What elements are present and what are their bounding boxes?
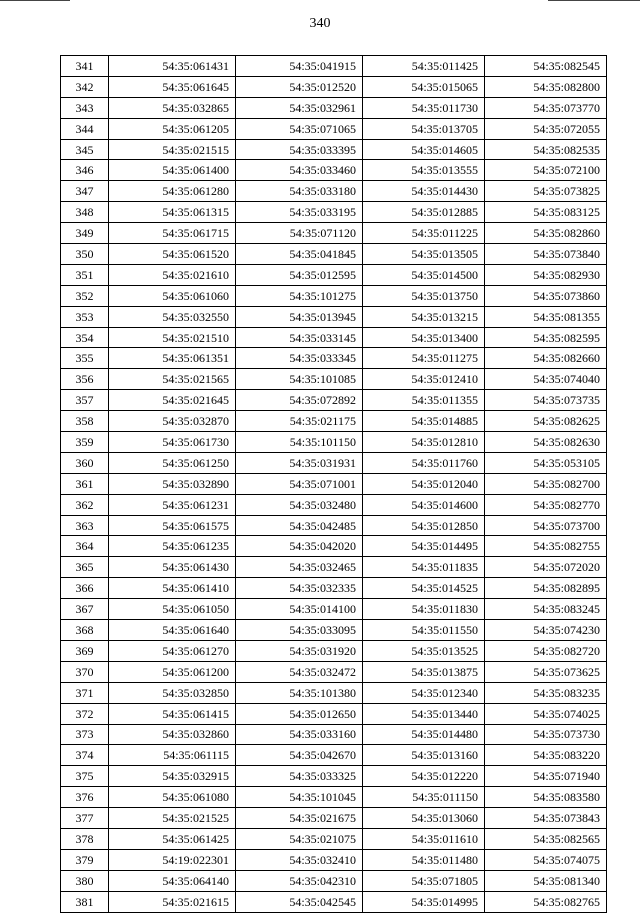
cadastral-number-cell: 54:35:013555 (363, 160, 485, 181)
cadastral-number-cell: 54:35:041845 (236, 244, 363, 265)
cadastral-number-cell: 54:35:021175 (236, 411, 363, 432)
cadastral-number-cell: 54:35:031931 (236, 452, 363, 473)
cadastral-number-cell: 54:35:061250 (109, 452, 236, 473)
table-row (61, 870, 607, 891)
cadastral-number-cell: 54:35:013705 (363, 118, 485, 139)
cadastral-number-cell: 54:35:033095 (236, 620, 363, 641)
row-number-cell: 374 (61, 745, 109, 766)
cadastral-number-cell: 54:35:061520 (109, 244, 236, 265)
cadastral-number-cell: 54:35:072100 (485, 160, 607, 181)
table-row (61, 745, 607, 766)
cadastral-number-cell: 54:35:082720 (485, 640, 607, 661)
cadastral-number-cell: 54:35:032480 (236, 494, 363, 515)
row-number-cell: 377 (61, 808, 109, 829)
cadastral-number-cell: 54:35:082895 (485, 578, 607, 599)
row-number-cell: 341 (61, 56, 109, 77)
table-row (61, 369, 607, 390)
cadastral-number-cell: 54:35:082765 (485, 891, 607, 912)
cadastral-number-cell: 54:35:042670 (236, 745, 363, 766)
cadastral-number-cell: 54:35:073625 (485, 661, 607, 682)
table-row (61, 411, 607, 432)
cadastral-number-cell: 54:35:061715 (109, 223, 236, 244)
row-number-cell: 361 (61, 473, 109, 494)
cadastral-number-cell: 54:35:082930 (485, 264, 607, 285)
cadastral-number-cell: 54:35:061575 (109, 515, 236, 536)
cadastral-number-cell: 54:35:012410 (363, 369, 485, 390)
cadastral-number-cell: 54:35:082565 (485, 828, 607, 849)
cadastral-number-cell: 54:35:073825 (485, 181, 607, 202)
cadastral-number-cell: 54:35:011760 (363, 452, 485, 473)
table-row (61, 118, 607, 139)
cadastral-number-cell: 54:35:032850 (109, 682, 236, 703)
cadastral-number-cell: 54:35:021675 (236, 808, 363, 829)
cadastral-number-cell: 54:35:073860 (485, 285, 607, 306)
cadastral-number-cell: 54:35:074025 (485, 703, 607, 724)
table-row (61, 264, 607, 285)
row-number-cell: 368 (61, 620, 109, 641)
cadastral-number-cell: 54:35:061430 (109, 557, 236, 578)
row-number-cell: 381 (61, 891, 109, 912)
cadastral-number-cell: 54:35:014605 (363, 139, 485, 160)
cadastral-number-cell: 54:35:032550 (109, 306, 236, 327)
cadastral-table (60, 55, 607, 913)
cadastral-number-cell: 54:35:012810 (363, 432, 485, 453)
row-number-cell: 362 (61, 494, 109, 515)
cadastral-number-cell: 54:35:042545 (236, 891, 363, 912)
table-row (61, 703, 607, 724)
cadastral-number-cell: 54:35:032465 (236, 557, 363, 578)
row-number-cell: 354 (61, 327, 109, 348)
cadastral-number-cell: 54:35:073700 (485, 515, 607, 536)
cadastral-number-cell: 54:35:071940 (485, 766, 607, 787)
row-number-cell: 355 (61, 348, 109, 369)
cadastral-number-cell: 54:35:011150 (363, 787, 485, 808)
cadastral-number-cell: 54:35:061270 (109, 640, 236, 661)
row-number-cell: 376 (61, 787, 109, 808)
cadastral-number-cell: 54:35:042310 (236, 870, 363, 891)
cadastral-number-cell: 54:35:083245 (485, 599, 607, 620)
table-row (61, 808, 607, 829)
row-number-cell: 359 (61, 432, 109, 453)
table-row (61, 432, 607, 453)
top-rule-left (0, 0, 70, 1)
row-number-cell: 367 (61, 599, 109, 620)
cadastral-number-cell: 54:35:083220 (485, 745, 607, 766)
table-row (61, 473, 607, 494)
cadastral-number-cell: 54:35:013945 (236, 306, 363, 327)
row-number-cell: 353 (61, 306, 109, 327)
cadastral-number-cell: 54:35:061200 (109, 661, 236, 682)
cadastral-number-cell: 54:35:011830 (363, 599, 485, 620)
cadastral-number-cell: 54:35:014525 (363, 578, 485, 599)
cadastral-number-cell: 54:35:082800 (485, 76, 607, 97)
cadastral-number-cell: 54:35:082660 (485, 348, 607, 369)
row-number-cell: 344 (61, 118, 109, 139)
cadastral-number-cell: 54:35:011730 (363, 97, 485, 118)
table-row (61, 56, 607, 77)
table-row (61, 139, 607, 160)
cadastral-number-cell: 54:35:033160 (236, 724, 363, 745)
row-number-cell: 347 (61, 181, 109, 202)
table-row (61, 452, 607, 473)
cadastral-number-cell: 54:35:021645 (109, 390, 236, 411)
cadastral-number-cell: 54:35:031920 (236, 640, 363, 661)
table-row (61, 515, 607, 536)
cadastral-number-cell: 54:35:101275 (236, 285, 363, 306)
cadastral-number-cell: 54:35:074040 (485, 369, 607, 390)
cadastral-number-cell: 54:35:071001 (236, 473, 363, 494)
cadastral-number-cell: 54:35:033325 (236, 766, 363, 787)
table-row (61, 828, 607, 849)
cadastral-number-cell: 54:35:101380 (236, 682, 363, 703)
cadastral-number-cell: 54:35:011835 (363, 557, 485, 578)
cadastral-number-cell: 54:35:033180 (236, 181, 363, 202)
row-number-cell: 363 (61, 515, 109, 536)
table-row (61, 348, 607, 369)
cadastral-number-cell: 54:35:032335 (236, 578, 363, 599)
cadastral-number-cell: 54:35:082700 (485, 473, 607, 494)
table-row (61, 223, 607, 244)
cadastral-number-cell: 54:35:071120 (236, 223, 363, 244)
cadastral-number-cell: 54:35:061060 (109, 285, 236, 306)
row-number-cell: 365 (61, 557, 109, 578)
cadastral-number-cell: 54:35:012885 (363, 202, 485, 223)
cadastral-number-cell: 54:35:012850 (363, 515, 485, 536)
cadastral-number-cell: 54:35:061235 (109, 536, 236, 557)
cadastral-number-cell: 54:35:073735 (485, 390, 607, 411)
cadastral-number-cell: 54:35:021525 (109, 808, 236, 829)
table-row (61, 849, 607, 870)
cadastral-number-cell: 54:35:021075 (236, 828, 363, 849)
row-number-cell: 346 (61, 160, 109, 181)
cadastral-number-cell: 54:35:082545 (485, 56, 607, 77)
table-row (61, 620, 607, 641)
cadastral-number-cell: 54:35:032472 (236, 661, 363, 682)
table-body (61, 56, 607, 913)
cadastral-number-cell: 54:35:021610 (109, 264, 236, 285)
cadastral-number-cell: 54:35:083580 (485, 787, 607, 808)
table-row (61, 327, 607, 348)
cadastral-number-cell: 54:35:074230 (485, 620, 607, 641)
cadastral-number-cell: 54:35:012520 (236, 76, 363, 97)
cadastral-number-cell: 54:35:072055 (485, 118, 607, 139)
table-row (61, 599, 607, 620)
cadastral-number-cell: 54:35:013875 (363, 661, 485, 682)
table-row (61, 202, 607, 223)
cadastral-number-cell: 54:35:082630 (485, 432, 607, 453)
cadastral-number-cell: 54:35:083125 (485, 202, 607, 223)
table-row (61, 160, 607, 181)
cadastral-number-cell: 54:35:032860 (109, 724, 236, 745)
cadastral-number-cell: 54:35:021510 (109, 327, 236, 348)
table-row (61, 787, 607, 808)
row-number-cell: 364 (61, 536, 109, 557)
row-number-cell: 375 (61, 766, 109, 787)
cadastral-number-cell: 54:35:061050 (109, 599, 236, 620)
cadastral-number-cell: 54:35:061730 (109, 432, 236, 453)
cadastral-number-cell: 54:35:101045 (236, 787, 363, 808)
cadastral-number-cell: 54:35:033195 (236, 202, 363, 223)
row-number-cell: 373 (61, 724, 109, 745)
cadastral-number-cell: 54:35:013060 (363, 808, 485, 829)
cadastral-number-cell: 54:35:061231 (109, 494, 236, 515)
cadastral-number-cell: 54:35:073843 (485, 808, 607, 829)
table-row (61, 682, 607, 703)
cadastral-number-cell: 54:35:032915 (109, 766, 236, 787)
cadastral-number-cell: 54:35:013525 (363, 640, 485, 661)
cadastral-number-cell: 54:35:082755 (485, 536, 607, 557)
cadastral-number-cell: 54:35:082770 (485, 494, 607, 515)
top-rule-right (548, 0, 640, 1)
row-number-cell: 356 (61, 369, 109, 390)
table-row (61, 578, 607, 599)
cadastral-number-cell: 54:35:101150 (236, 432, 363, 453)
row-number-cell: 366 (61, 578, 109, 599)
cadastral-number-cell: 54:35:011225 (363, 223, 485, 244)
table-row (61, 557, 607, 578)
cadastral-number-cell: 54:35:013750 (363, 285, 485, 306)
cadastral-number-cell: 54:35:012340 (363, 682, 485, 703)
cadastral-number-cell: 54:35:014100 (236, 599, 363, 620)
cadastral-number-cell: 54:35:074075 (485, 849, 607, 870)
cadastral-number-cell: 54:35:042485 (236, 515, 363, 536)
table-row (61, 494, 607, 515)
cadastral-number-cell: 54:35:021565 (109, 369, 236, 390)
row-number-cell: 351 (61, 264, 109, 285)
cadastral-number-cell: 54:35:012040 (363, 473, 485, 494)
cadastral-number-cell: 54:35:061080 (109, 787, 236, 808)
row-number-cell: 378 (61, 828, 109, 849)
cadastral-number-cell: 54:35:032890 (109, 473, 236, 494)
row-number-cell: 357 (61, 390, 109, 411)
cadastral-number-cell: 54:35:064140 (109, 870, 236, 891)
cadastral-number-cell: 54:35:013160 (363, 745, 485, 766)
row-number-cell: 371 (61, 682, 109, 703)
cadastral-number-cell: 54:35:014430 (363, 181, 485, 202)
cadastral-number-cell: 54:35:081355 (485, 306, 607, 327)
cadastral-number-cell: 54:35:011355 (363, 390, 485, 411)
cadastral-number-cell: 54:35:042020 (236, 536, 363, 557)
cadastral-number-cell: 54:35:101085 (236, 369, 363, 390)
row-number-cell: 349 (61, 223, 109, 244)
cadastral-number-cell: 54:35:012650 (236, 703, 363, 724)
table-row (61, 536, 607, 557)
cadastral-number-cell: 54:35:073770 (485, 97, 607, 118)
cadastral-number-cell: 54:35:011480 (363, 849, 485, 870)
cadastral-number-cell: 54:35:032410 (236, 849, 363, 870)
cadastral-number-cell: 54:19:022301 (109, 849, 236, 870)
row-number-cell: 379 (61, 849, 109, 870)
row-number-cell: 343 (61, 97, 109, 118)
row-number-cell: 342 (61, 76, 109, 97)
row-number-cell: 348 (61, 202, 109, 223)
cadastral-number-cell: 54:35:013505 (363, 244, 485, 265)
cadastral-number-cell: 54:35:015065 (363, 76, 485, 97)
row-number-cell: 369 (61, 640, 109, 661)
cadastral-number-cell: 54:35:073840 (485, 244, 607, 265)
cadastral-number-cell: 54:35:013215 (363, 306, 485, 327)
table-row (61, 390, 607, 411)
cadastral-number-cell: 54:35:072892 (236, 390, 363, 411)
cadastral-number-cell: 54:35:061205 (109, 118, 236, 139)
cadastral-number-cell: 54:35:071065 (236, 118, 363, 139)
table-row (61, 76, 607, 97)
cadastral-number-cell: 54:35:082625 (485, 411, 607, 432)
cadastral-number-cell: 54:35:061425 (109, 828, 236, 849)
cadastral-number-cell: 54:35:014495 (363, 536, 485, 557)
cadastral-number-cell: 54:35:061280 (109, 181, 236, 202)
cadastral-number-cell: 54:35:082535 (485, 139, 607, 160)
cadastral-number-cell: 54:35:011550 (363, 620, 485, 641)
cadastral-number-cell: 54:35:021515 (109, 139, 236, 160)
row-number-cell: 358 (61, 411, 109, 432)
row-number-cell: 380 (61, 870, 109, 891)
cadastral-number-cell: 54:35:011425 (363, 56, 485, 77)
row-number-cell: 370 (61, 661, 109, 682)
cadastral-number-cell: 54:35:083235 (485, 682, 607, 703)
cadastral-number-cell: 54:35:061351 (109, 348, 236, 369)
cadastral-number-cell: 54:35:032961 (236, 97, 363, 118)
row-number-cell: 352 (61, 285, 109, 306)
cadastral-number-cell: 54:35:033345 (236, 348, 363, 369)
cadastral-number-cell: 54:35:061410 (109, 578, 236, 599)
cadastral-number-cell: 54:35:012595 (236, 264, 363, 285)
table-row (61, 285, 607, 306)
row-number-cell: 372 (61, 703, 109, 724)
cadastral-number-cell: 54:35:061400 (109, 160, 236, 181)
cadastral-number-cell: 54:35:014885 (363, 411, 485, 432)
cadastral-number-cell: 54:35:061431 (109, 56, 236, 77)
table-row (61, 891, 607, 912)
table-row (61, 181, 607, 202)
table-row (61, 724, 607, 745)
table-row (61, 97, 607, 118)
row-number-cell: 350 (61, 244, 109, 265)
cadastral-number-cell: 54:35:061645 (109, 76, 236, 97)
cadastral-number-cell: 54:35:082595 (485, 327, 607, 348)
cadastral-number-cell: 54:35:013400 (363, 327, 485, 348)
page-number: 340 (309, 16, 331, 31)
cadastral-number-cell: 54:35:082860 (485, 223, 607, 244)
cadastral-number-cell: 54:35:012220 (363, 766, 485, 787)
cadastral-number-cell: 54:35:021615 (109, 891, 236, 912)
cadastral-number-cell: 54:35:014500 (363, 264, 485, 285)
cadastral-number-cell: 54:35:032870 (109, 411, 236, 432)
cadastral-number-cell: 54:35:014600 (363, 494, 485, 515)
cadastral-number-cell: 54:35:053105 (485, 452, 607, 473)
table-row (61, 640, 607, 661)
cadastral-number-cell: 54:35:033460 (236, 160, 363, 181)
table-row (61, 244, 607, 265)
cadastral-number-cell: 54:35:011275 (363, 348, 485, 369)
cadastral-number-cell: 54:35:061415 (109, 703, 236, 724)
cadastral-number-cell: 54:35:041915 (236, 56, 363, 77)
cadastral-number-cell: 54:35:072020 (485, 557, 607, 578)
cadastral-number-cell: 54:35:071805 (363, 870, 485, 891)
table-row (61, 306, 607, 327)
cadastral-number-cell: 54:35:014995 (363, 891, 485, 912)
cadastral-number-cell: 54:35:061315 (109, 202, 236, 223)
cadastral-number-cell: 54:35:032865 (109, 97, 236, 118)
row-number-cell: 345 (61, 139, 109, 160)
cadastral-number-cell: 54:35:081340 (485, 870, 607, 891)
cadastral-number-cell: 54:35:061640 (109, 620, 236, 641)
cadastral-number-cell: 54:35:033145 (236, 327, 363, 348)
table-row (61, 766, 607, 787)
cadastral-number-cell: 54:35:073730 (485, 724, 607, 745)
cadastral-number-cell: 54:35:014480 (363, 724, 485, 745)
cadastral-number-cell: 54:35:033395 (236, 139, 363, 160)
row-number-cell: 360 (61, 452, 109, 473)
table-row (61, 661, 607, 682)
cadastral-number-cell: 54:35:061115 (109, 745, 236, 766)
cadastral-number-cell: 54:35:011610 (363, 828, 485, 849)
cadastral-number-cell: 54:35:013440 (363, 703, 485, 724)
